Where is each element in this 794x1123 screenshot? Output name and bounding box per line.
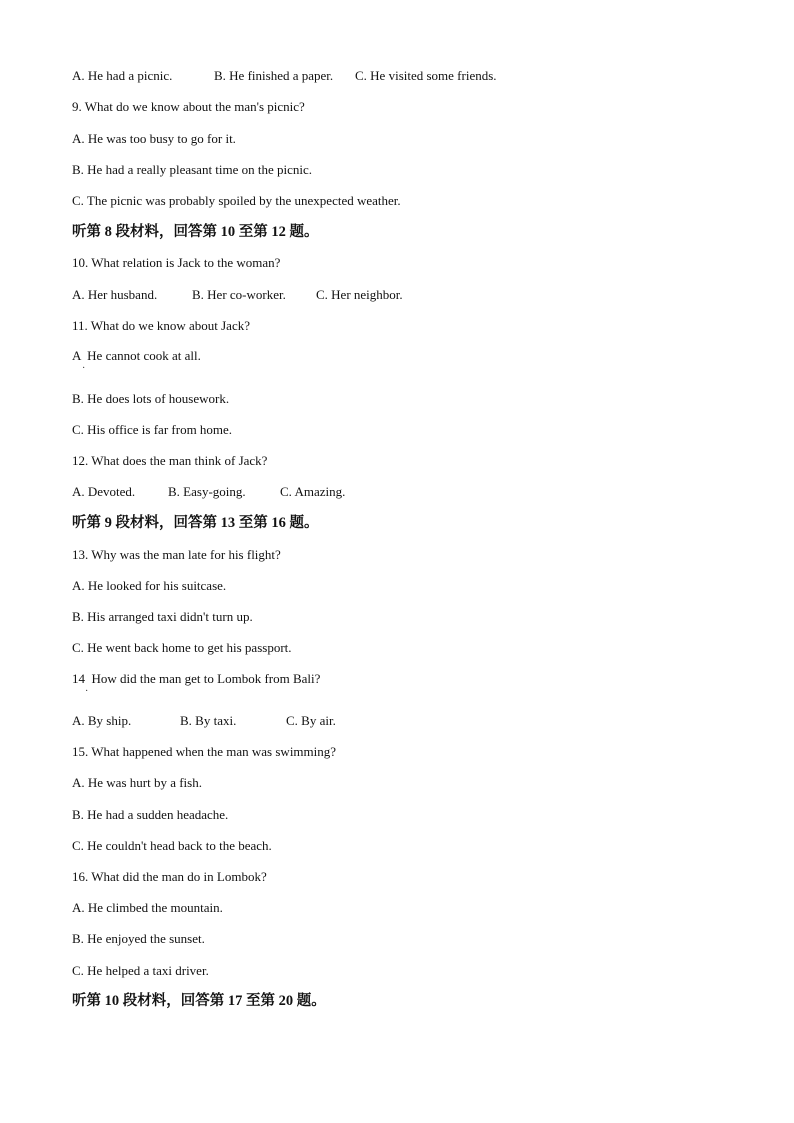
stray-dot-mark: ·: [85, 686, 89, 697]
q11-option-c: C. His office is far from home.: [72, 422, 233, 437]
q8-option-b: B. He finished a paper.: [214, 68, 334, 83]
q12-option-b: B. Easy-going.: [168, 484, 246, 499]
q13-option-a: A. He looked for his suitcase.: [72, 578, 227, 593]
question-15: 15. What happened when the man was swimming?: [72, 744, 337, 759]
stray-dot-mark: ·: [82, 363, 86, 374]
question-16: 16. What did the man do in Lombok?: [72, 869, 267, 884]
question-13: 13. Why was the man late for his flight?: [72, 547, 281, 562]
q15-option-b: B. He had a sudden headache.: [72, 807, 229, 822]
q15-option-a: A. He was hurt by a fish.: [72, 775, 202, 790]
q9-option-b: B. He had a really pleasant time on the picnic.: [72, 162, 313, 177]
section-8-heading: 听第 8 段材料，回答第 10 至第 12 题。: [72, 224, 319, 240]
q13-option-b: B. His arranged taxi didn't turn up.: [72, 609, 253, 624]
q14-option-b: B. By taxi.: [180, 713, 237, 728]
question-11: 11. What do we know about Jack?: [72, 318, 250, 333]
q16-option-c: C. He helped a taxi driver.: [72, 963, 209, 978]
q10-option-a: A. Her husband.: [72, 287, 158, 302]
question-9: 9. What do we know about the man's picnic?: [72, 99, 305, 114]
question-10: 10. What relation is Jack to the woman?: [72, 255, 281, 270]
q15-option-c: C. He couldn't head back to the beach.: [72, 838, 272, 853]
q13-option-c: C. He went back home to get his passport.: [72, 640, 292, 655]
question-12: 12. What does the man think of Jack?: [72, 453, 268, 468]
question-14: 14 How did the man get to Lombok from Bali?: [72, 671, 321, 686]
section-10-heading: 听第 10 段材料，回答第 17 至第 20 题。: [72, 993, 326, 1009]
q12-option-a: A. Devoted.: [72, 484, 136, 499]
q10-option-c: C. Her neighbor.: [316, 287, 403, 302]
q12-option-c: C. Amazing.: [280, 484, 346, 499]
q9-option-c: C. The picnic was probably spoiled by the unexpected weather.: [72, 193, 401, 208]
section-9-heading: 听第 9 段材料，回答第 13 至第 16 题。: [72, 515, 319, 531]
q14-option-a: A. By ship.: [72, 713, 132, 728]
q11-option-a: A He cannot cook at all.: [72, 348, 201, 363]
q11-option-b: B. He does lots of housework.: [72, 391, 230, 406]
q9-option-a: A. He was too busy to go for it.: [72, 131, 236, 146]
q8-option-a: A. He had a picnic.: [72, 68, 173, 83]
q8-option-c: C. He visited some friends.: [355, 68, 497, 83]
q16-option-b: B. He enjoyed the sunset.: [72, 931, 205, 946]
q14-option-c: C. By air.: [286, 713, 336, 728]
q16-option-a: A. He climbed the mountain.: [72, 900, 223, 915]
q10-option-b: B. Her co-worker.: [192, 287, 286, 302]
